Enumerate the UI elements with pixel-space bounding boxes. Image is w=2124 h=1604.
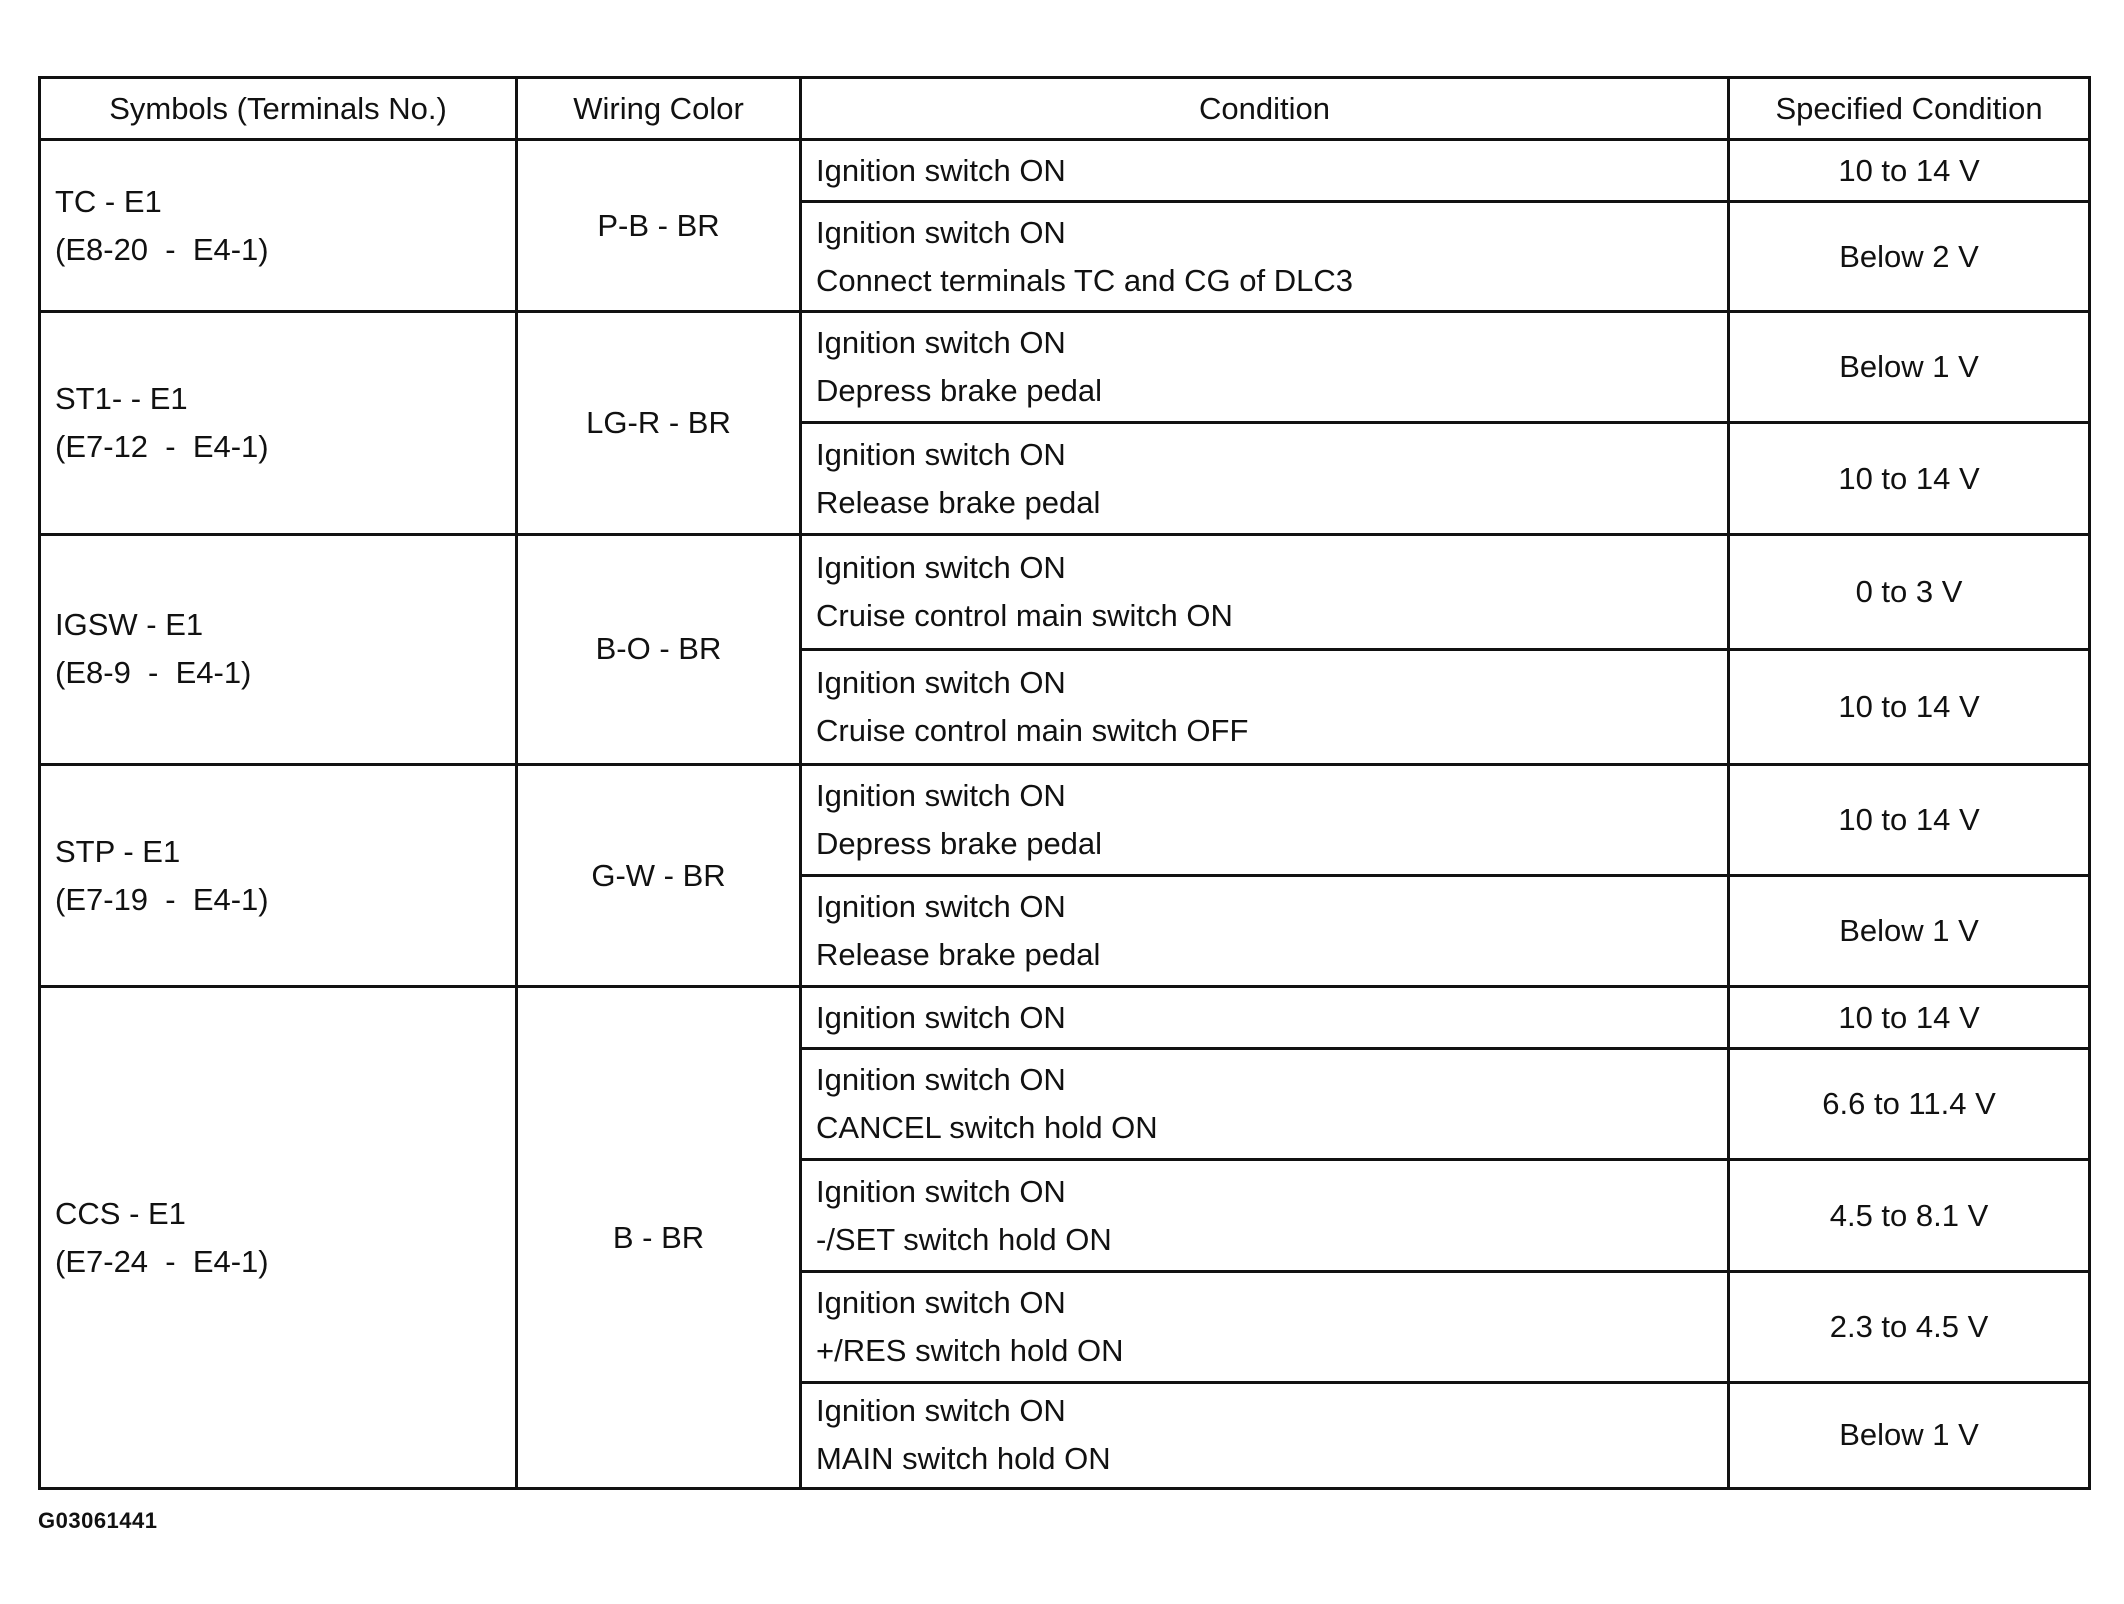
header-wiring-color: Wiring Color [517, 78, 801, 140]
symbol-cell [40, 312, 517, 534]
condition-line: +/RES switch hold ON [816, 1332, 1124, 1368]
condition-line: Ignition switch ON [816, 999, 1066, 1035]
condition-line: Cruise control main switch ON [816, 597, 1233, 633]
specified-condition-cell: 6.6 to 11.4 V [1729, 1049, 2090, 1160]
condition-line: Ignition switch ON [816, 152, 1066, 188]
condition-cell [801, 987, 1729, 1049]
condition-line: Ignition switch ON [816, 1173, 1066, 1209]
condition-line: Ignition switch ON [816, 1062, 1066, 1098]
header-symbols: Symbols (Terminals No.) [40, 78, 517, 140]
table-row [40, 312, 2090, 423]
header-row [40, 78, 2090, 140]
specified-condition-cell: 10 to 14 V [1729, 649, 2090, 764]
header-specified-condition: Specified Condition [1729, 78, 2090, 140]
condition-line: Ignition switch ON [816, 664, 1066, 700]
condition-line: Depress brake pedal [816, 826, 1103, 861]
specified-condition-cell: 10 to 14 V [1729, 140, 2090, 202]
condition-line: Ignition switch ON [816, 436, 1066, 472]
condition-cell [801, 764, 1729, 875]
condition-line: Release brake pedal [816, 937, 1101, 973]
wiring-color-cell: B-O - BR [517, 534, 801, 764]
condition-cell [801, 312, 1729, 423]
terminal-numbers: (E8-20 - E4-1) [55, 231, 269, 267]
condition-line: -/SET switch hold ON [816, 1221, 1112, 1257]
table-row [40, 764, 2090, 875]
condition-cell [801, 140, 1729, 202]
table-row [40, 140, 2090, 202]
specified-condition-cell: 10 to 14 V [1729, 987, 2090, 1049]
symbol-name: TC - E1 [55, 183, 162, 219]
condition-line: Ignition switch ON [816, 214, 1066, 250]
condition-line: Cruise control main switch OFF [816, 712, 1249, 748]
condition-line: Ignition switch ON [816, 889, 1066, 925]
condition-cell [801, 876, 1729, 987]
condition-line: Ignition switch ON [816, 325, 1066, 361]
specified-condition-cell: 4.5 to 8.1 V [1729, 1160, 2090, 1271]
specified-condition-cell: 10 to 14 V [1729, 423, 2090, 534]
wiring-color-cell: LG-R - BR [517, 312, 801, 534]
symbol-name: STP - E1 [55, 833, 181, 869]
condition-line: Depress brake pedal [816, 373, 1103, 409]
condition-line: Ignition switch ON [816, 778, 1066, 813]
specified-condition-cell: Below 1 V [1729, 312, 2090, 423]
specified-condition-cell: 10 to 14 V [1729, 764, 2090, 875]
condition-cell [801, 423, 1729, 534]
specified-condition-cell: 2.3 to 4.5 V [1729, 1271, 2090, 1382]
table-row [40, 534, 2090, 649]
condition-cell [801, 1382, 1729, 1488]
terminal-numbers: (E7-19 - E4-1) [55, 881, 269, 917]
specified-condition-cell: 0 to 3 V [1729, 534, 2090, 649]
condition-line: Ignition switch ON [816, 1284, 1066, 1320]
condition-cell [801, 649, 1729, 764]
symbol-cell [40, 140, 517, 312]
condition-cell [801, 1049, 1729, 1160]
wiring-color-cell: B - BR [517, 987, 801, 1489]
condition-cell [801, 1160, 1729, 1271]
wiring-color-cell: G-W - BR [517, 764, 801, 986]
condition-line: MAIN switch hold ON [816, 1441, 1111, 1477]
symbol-name: CCS - E1 [55, 1195, 186, 1231]
condition-line: Release brake pedal [816, 484, 1101, 520]
symbol-cell [40, 987, 517, 1489]
condition-cell [801, 534, 1729, 649]
table-row [40, 987, 2090, 1049]
condition-line: CANCEL switch hold ON [816, 1110, 1158, 1146]
specification-table [38, 76, 2091, 1490]
figure-id: G03061441 [38, 1508, 158, 1533]
specified-condition-cell: Below 1 V [1729, 876, 2090, 987]
condition-cell [801, 1271, 1729, 1382]
terminal-numbers: (E7-24 - E4-1) [55, 1243, 269, 1279]
header-condition: Condition [801, 78, 1729, 140]
condition-line: Ignition switch ON [816, 549, 1066, 585]
terminal-numbers: (E8-9 - E4-1) [55, 655, 252, 691]
symbol-cell [40, 534, 517, 764]
terminal-numbers: (E7-12 - E4-1) [55, 428, 269, 464]
symbol-name: IGSW - E1 [55, 607, 204, 643]
condition-cell [801, 202, 1729, 312]
symbol-cell [40, 764, 517, 986]
condition-line: Ignition switch ON [816, 1393, 1066, 1429]
symbol-name: ST1- - E1 [55, 380, 188, 416]
condition-line: Connect terminals TC and CG of DLC3 [816, 262, 1353, 298]
wiring-color-cell: P-B - BR [517, 140, 801, 312]
specified-condition-cell: Below 2 V [1729, 202, 2090, 312]
specified-condition-cell: Below 1 V [1729, 1382, 2090, 1488]
